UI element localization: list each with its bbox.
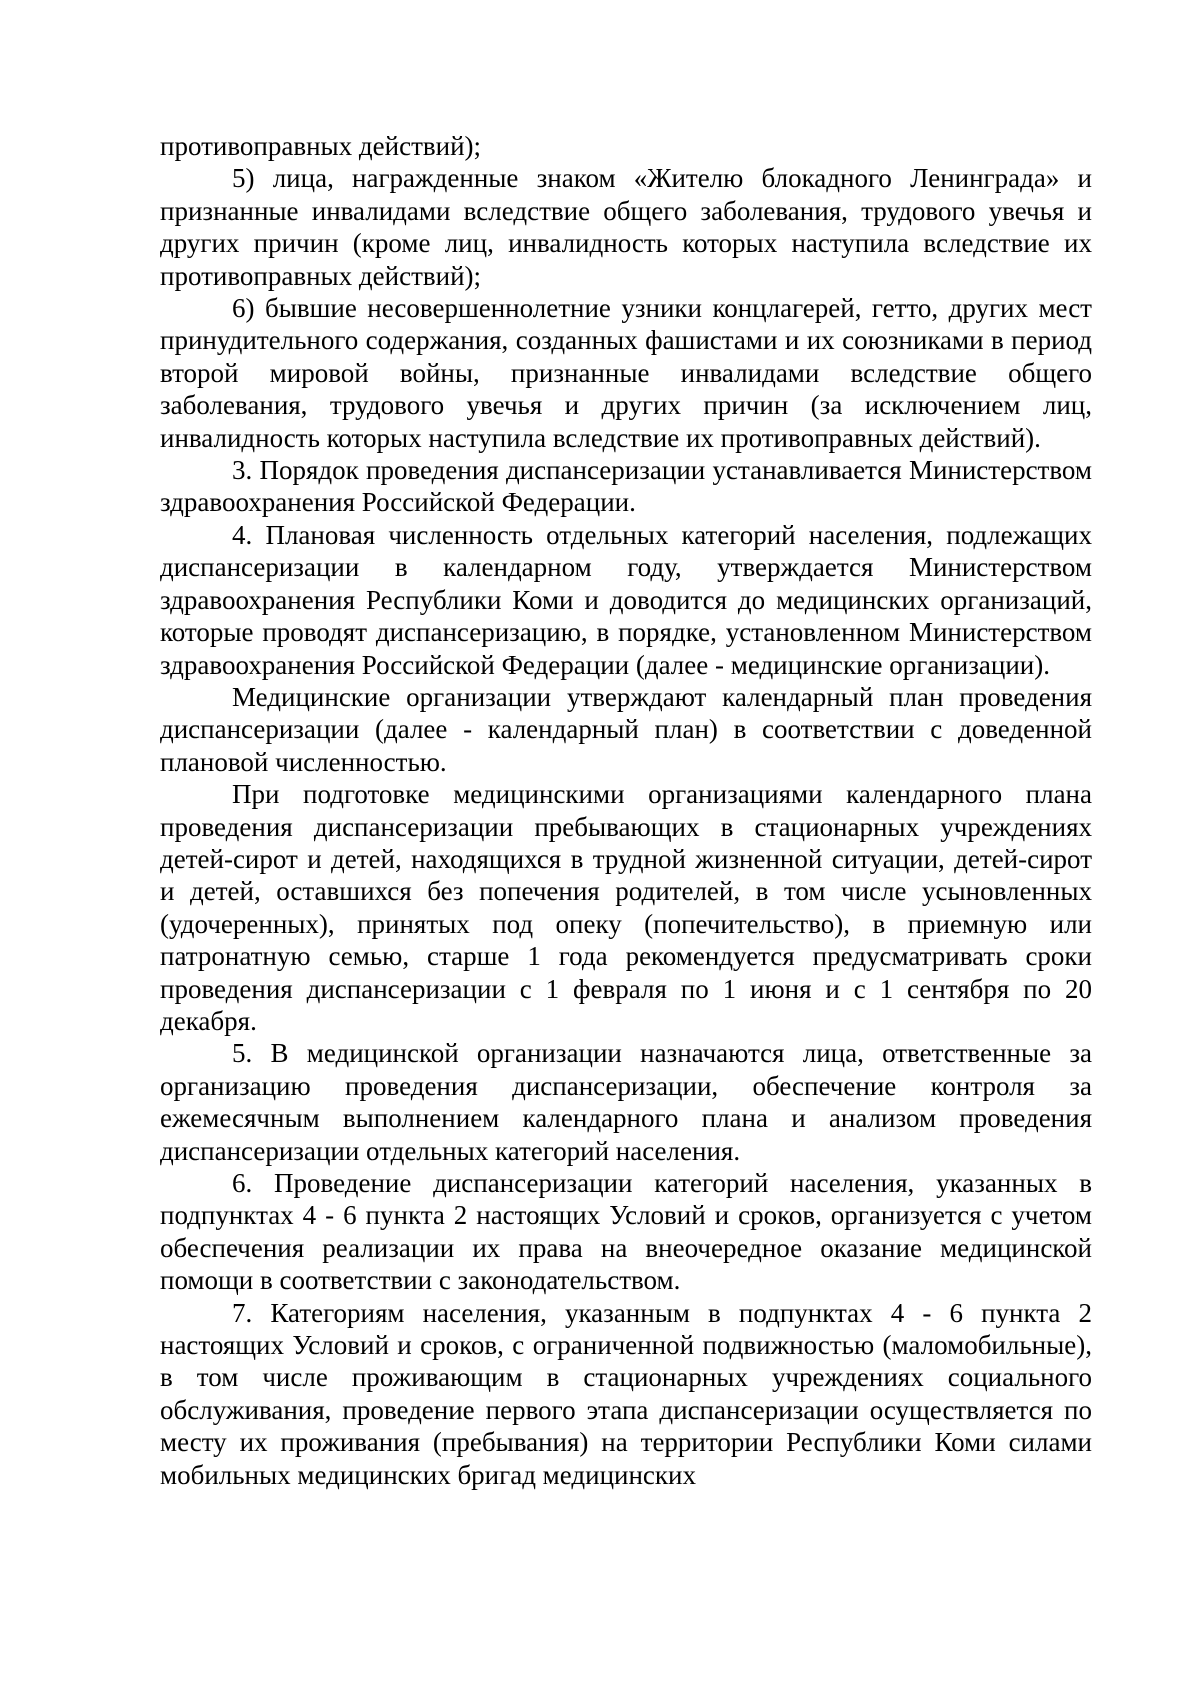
paragraph-clause-3: 3. Порядок проведения диспансеризации устанавливается Министерством здравоохранения Российской Федерации. <box>160 455 1092 518</box>
paragraph-clause-7: 7. Категориям населения, указанным в подпунктах 4 - 6 пункта 2 настоящих Условий и сроков, с ограниченной подвижностью (маломобильные), в том числе проживающим в стационарных учреждениях социального обслуживания, проведение первого этапа диспансеризации осуществляется по месту их проживания (пребывания) на территории Республики Коми силами мобильных медицинских бригад медицинских <box>160 1297 1092 1490</box>
paragraph-item-6: 6) бывшие несовершеннолетние узники концлагерей, гетто, других мест принудительного содержания, созданных фашистами и их союзниками в период второй мировой войны, признанные инвалидами вследствие общего заболевания, трудового увечья и других причин (за исключением лиц, инвалидность которых наступила вследствие их противоправных действий). <box>160 293 1092 453</box>
paragraph-item-5: 5) лица, награжденные знаком «Жителю блокадного Ленинграда» и признанные инвалидами вследствие общего заболевания, трудового увечья и других причин (кроме лиц, инвалидность которых наступила вследствие их противоправных действий); <box>160 163 1092 291</box>
paragraph-clause-5: 5. В медицинской организации назначаются лица, ответственные за организацию проведения диспансеризации, обеспечение контроля за ежемесячным выполнением календарного плана и анализом проведения диспансеризации отдельных категорий населения. <box>160 1038 1092 1166</box>
paragraph-clause-4: 4. Плановая численность отдельных категорий населения, подлежащих диспансеризации в календарном году, утверждается Министерством здравоохранения Республики Коми и доводится до медицинских организаций, которые проводят диспансеризацию, в порядке, установленном Министерством здравоохранения Российской Федерации (далее - медицинские организации). <box>160 519 1092 680</box>
paragraph-orphans-schedule: При подготовке медицинскими организациями календарного плана проведения диспансеризации пребывающих в стационарных учреждениях детей-сирот и детей, находящихся в трудной жизненной ситуации, детей-сирот и детей, оставшихся без попечения родителей, в том числе усыновленных (удочеренных), принятых под опеку (попечительство), в приемную или патронатную семью, старше 1 года рекомендуется предусматривать сроки проведения диспансеризации с 1 февраля по 1 июня и с 1 сентября по 20 декабря. <box>160 779 1092 1036</box>
paragraph-calendar-plan: Медицинские организации утверждают календарный план проведения диспансеризации (далее - календарный план) в соответствии с доведенной плановой численностью. <box>160 681 1092 777</box>
document-body <box>160 130 1092 1491</box>
paragraph-clause-6: 6. Проведение диспансеризации категорий населения, указанных в подпунктах 4 - 6 пункта 2 настоящих Условий и сроков, организуется с учетом обеспечения реализации их права на внеочередное оказание медицинской помощи в соответствии с законодательством. <box>160 1168 1092 1296</box>
paragraph-continuation: противоправных действий); <box>160 131 482 161</box>
